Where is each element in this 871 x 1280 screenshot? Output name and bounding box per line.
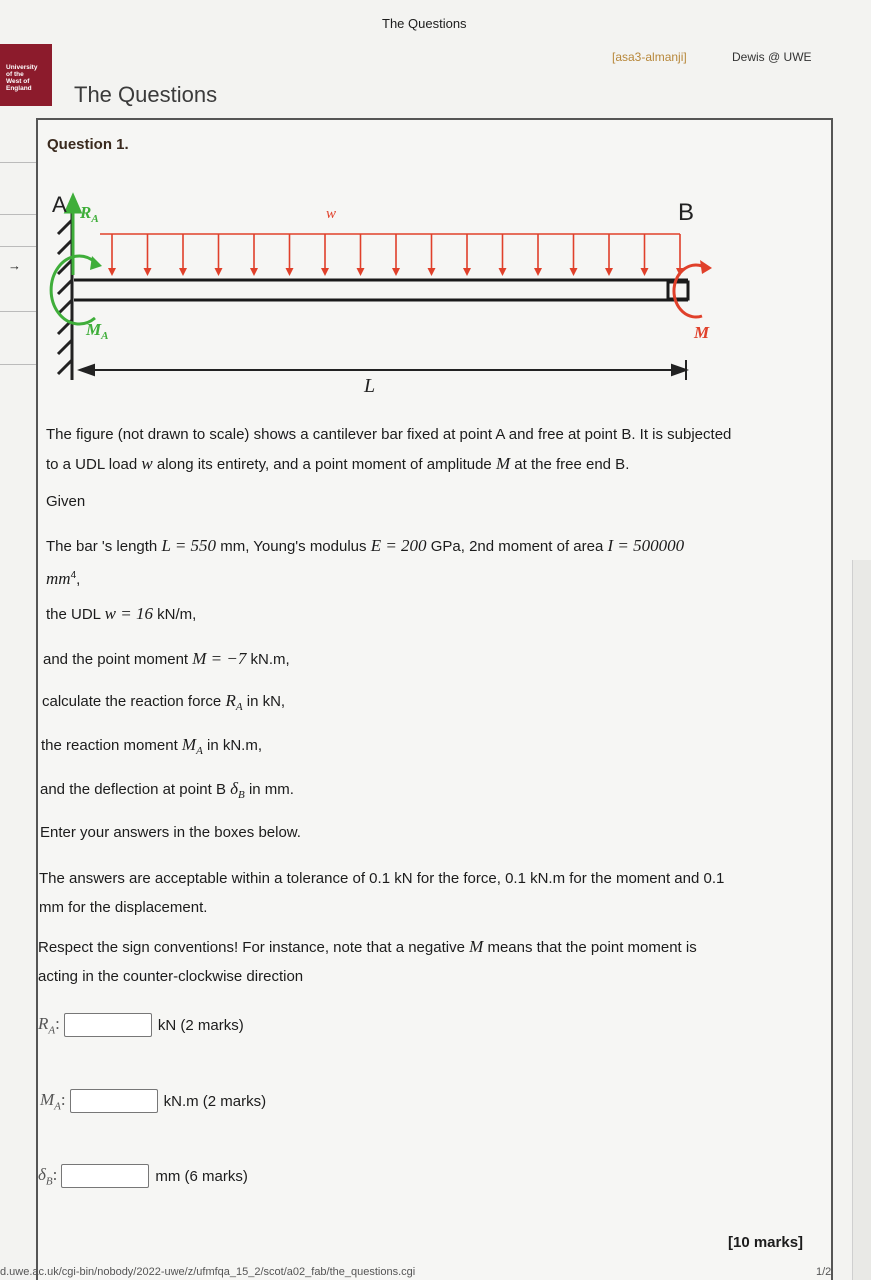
point-b-label: B (678, 199, 695, 226)
udl-arrowhead (463, 268, 471, 276)
w-label: w (326, 206, 337, 222)
ma-label: $M_A$ (86, 320, 109, 342)
ma-answer-label: $M_A$: (40, 1089, 66, 1113)
point-a-label: A (52, 192, 67, 217)
udl-arrowhead (605, 268, 613, 276)
udl-arrowhead (250, 268, 258, 276)
intro-line: to a UDL load w along its entirety, and a point moment of amplitude M at the free end B. (46, 454, 630, 473)
question-label: Question 1. (47, 136, 129, 153)
calc-db-line: and the deflection at point B $\delta_B$ in mm. (40, 779, 294, 801)
m-label: M (694, 323, 710, 342)
udl-arrowhead (641, 268, 649, 276)
given-label: Given (46, 493, 86, 510)
udl-arrowhead (428, 268, 436, 276)
udl-arrowhead (215, 268, 223, 276)
udl-arrowhead (286, 268, 294, 276)
answer-row-db (38, 1164, 248, 1188)
side-divider (0, 246, 36, 247)
brand-tag: Dewis @ UWE (732, 50, 812, 64)
enter-instruction: Enter your answers in the boxes below. (40, 824, 301, 841)
moment-line: and the point moment M = −7 kN.m, (43, 649, 290, 668)
sign-convention-text: Respect the sign conventions! For instance, note that a negative M means that the point moment is acting in the counter-clockwise direction (38, 937, 697, 985)
university-logo (0, 44, 52, 106)
side-divider (0, 162, 36, 163)
ra-answer-input[interactable] (64, 1013, 152, 1037)
cantilever-figure (40, 180, 740, 405)
db-answer-unit: mm (6 marks) (155, 1167, 248, 1185)
udl-arrows (108, 234, 684, 276)
browser-page-title: The Questions (382, 16, 467, 31)
logo-line: England (6, 85, 32, 92)
udl-arrowhead (534, 268, 542, 276)
l-label: L (364, 375, 376, 397)
intro-line: The figure (not drawn to scale) shows a cantilever bar fixed at point A and free at point B. It is subjected (46, 426, 732, 443)
udl-arrowhead (108, 268, 116, 276)
calc-ma-line: the reaction moment $M_A$ in kN.m, (41, 735, 262, 757)
length-dimension (80, 360, 686, 380)
ma-answer-unit: kN.m (2 marks) (163, 1092, 267, 1110)
udl-line: the UDL w = 16 kN/m, (46, 604, 197, 623)
logo-line: of the (6, 71, 24, 78)
ra-answer-unit: kN (2 marks) (157, 1016, 244, 1034)
db-answer-input[interactable] (61, 1164, 149, 1188)
user-tag: [asa3-almanji] (612, 50, 687, 64)
fixed-wall (58, 205, 72, 380)
footer-url: d.uwe.ac.uk/cgi-bin/nobody/2022-uwe/z/ufmfqa_15_2/scot/a02_fab/the_questions.cgi (0, 1266, 416, 1278)
beam (74, 280, 688, 300)
calc-ra-line: calculate the reaction force $R_A$ in kN, (42, 691, 286, 713)
ma-answer-input[interactable] (70, 1089, 158, 1113)
page-edge (852, 560, 871, 1280)
udl-arrowhead (321, 268, 329, 276)
udl-arrowhead (499, 268, 507, 276)
ra-label: $R_A$ (80, 203, 99, 225)
udl-arrowhead (570, 268, 578, 276)
answer-row-ma (40, 1089, 266, 1113)
udl-arrowhead (392, 268, 400, 276)
side-divider (0, 311, 36, 312)
intro-text (46, 420, 806, 479)
page-heading: The Questions (74, 82, 218, 107)
right-arrow-icon: → (8, 258, 21, 273)
total-marks: [10 marks] (728, 1234, 804, 1251)
tolerance-text: The answers are acceptable within a tolerance of 0.1 kN for the force, 0.1 kN.m for the moment and 0.1 mm for the displacement. (39, 870, 725, 916)
answer-row-ra (38, 1013, 244, 1037)
db-answer-label: $\delta_B$: (38, 1164, 58, 1188)
udl-arrowhead (144, 268, 152, 276)
side-divider (0, 214, 36, 215)
side-divider (0, 364, 36, 365)
logo-line: University (6, 64, 38, 71)
logo-line: West of (6, 78, 30, 85)
udl-arrowhead (357, 268, 365, 276)
ra-answer-label: $R_A$: (38, 1013, 60, 1037)
udl-arrowhead (179, 268, 187, 276)
given-parameters: The bar 's length L = 550 mm, Young's modulus E = 200 GPa, 2nd moment of area I = 500000 $mm^4$, (46, 536, 685, 588)
page-number: 1/2 (816, 1266, 832, 1278)
